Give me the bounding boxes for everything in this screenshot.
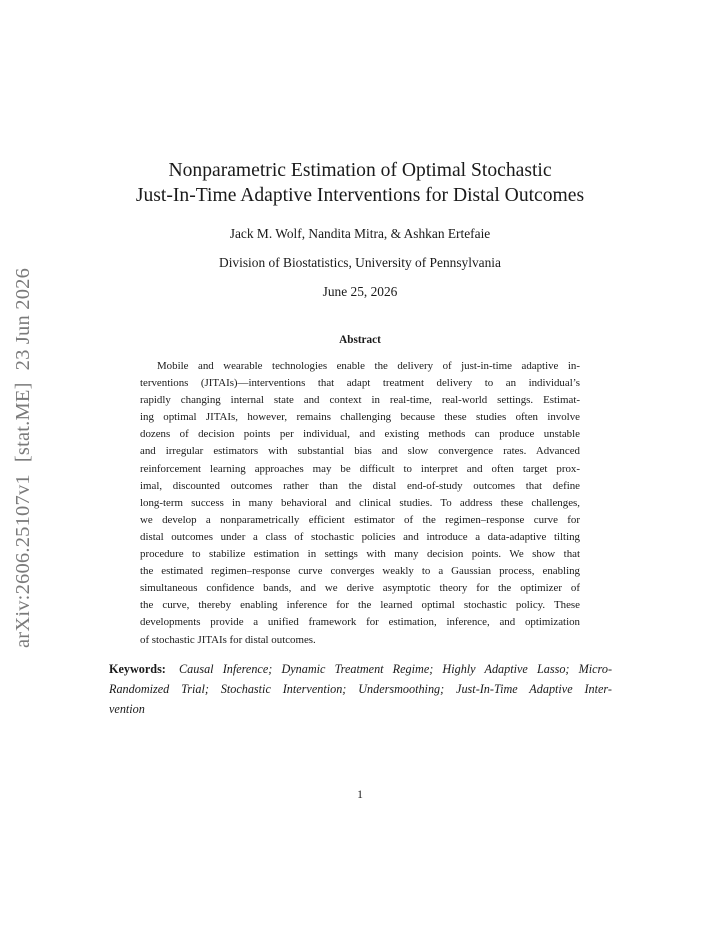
paper-title — [0, 158, 720, 208]
title-line-1: Nonparametric Estimation of Optimal Stochastic — [168, 160, 552, 181]
abstract-line: distal outcomes under a class of stochastic policies and introduce a data-adaptive tilting — [140, 530, 580, 543]
abstract-heading: Abstract — [339, 334, 381, 346]
abstract-line: of stochastic JITAIs for distal outcomes. — [140, 633, 316, 646]
keywords-line-2: Randomized Trial; Stochastic Intervention; Undersmoothing; Just-In-Time Adaptive Inter- — [109, 682, 612, 696]
keywords-label: Keywords: — [109, 662, 166, 676]
abstract-line: long-term success in many behavioral and clinical studies. To address these challenges, — [140, 496, 580, 509]
abstract-line: imal, discounted outcomes rather than the distal end-of-study outcomes that define — [140, 479, 580, 492]
abstract-line: procedure to stabilize estimation in settings with many decision points. We show that — [140, 548, 580, 561]
authors: Jack M. Wolf, Nandita Mitra, & Ashkan Ertefaie — [229, 226, 491, 241]
abstract-line: reinforcement learning approaches may be difficult to interpret and often target prox- — [140, 462, 580, 475]
abstract-line: terventions (JITAIs)—interventions that adapt treatment delivery to an individual’s — [140, 377, 580, 390]
keywords-section — [109, 659, 612, 719]
arxiv-category: [stat.ME] — [12, 382, 34, 463]
keywords-text: Causal Inference; Dynamic Treatment Regime; Highly Adaptive Lasso; Micro- — [179, 662, 612, 676]
abstract-line: dozens of decision points per individual, and existing methods can produce unstable — [140, 428, 580, 441]
abstract-line: Mobile and wearable technologies enable the delivery of just-in-time adaptive in- — [157, 360, 580, 372]
abstract-line: we develop a nonparametrically efficient estimator of the regimen–response curve for — [140, 513, 580, 526]
abstract-body — [140, 358, 580, 649]
abstract-line: rapidly changing internal state and context in real-time, real-world settings. Estimat- — [140, 394, 580, 407]
affiliation: Division of Biostatistics, University of Pennsylvania — [219, 255, 501, 270]
publication-date: June 25, 2026 — [322, 284, 398, 299]
keywords-line-1 — [109, 659, 612, 679]
abstract-line: developments provide a unified framework for estimation, inference, and optimization — [140, 616, 580, 629]
arxiv-id: arXiv:2606.25107v1 — [12, 474, 34, 648]
abstract-line: ing optimal JITAIs, however, remains challenging because these studies often involve — [140, 411, 580, 424]
abstract-line: simultaneous confidence bands, and we derive asymptotic theory for the optimizer of — [140, 582, 580, 595]
abstract-line: and irregular estimators with substantial bias and slow convergence rates. Advanced — [140, 445, 580, 458]
abstract-line: the curve, thereby enabling inference for the learned optimal stochastic policy. These — [140, 599, 580, 612]
arxiv-date: 23 Jun 2026 — [12, 267, 34, 371]
title-line-2: Just-In-Time Adaptive Interventions for Distal Outcomes — [135, 185, 585, 206]
keywords-line-3: vention — [109, 702, 145, 716]
page-number: 1 — [357, 788, 363, 801]
arxiv-identifier — [12, 268, 35, 648]
abstract-line: the estimated regimen–response curve converges weakly to a Gaussian process, enabling — [140, 565, 580, 578]
